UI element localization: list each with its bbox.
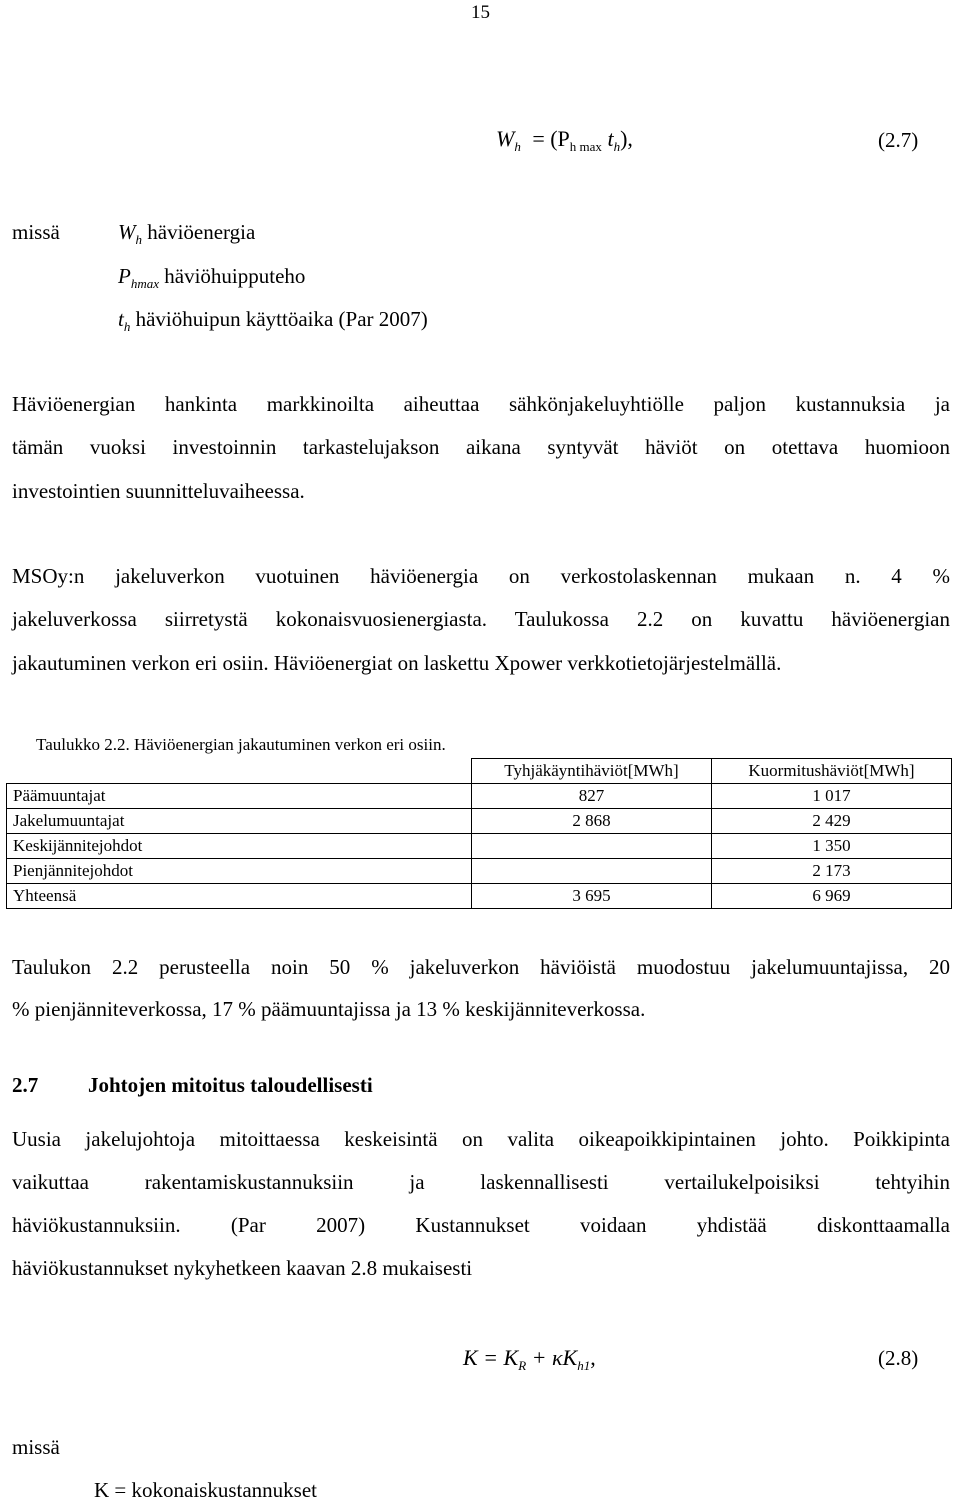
- table-cell: Päämuuntajat: [7, 784, 472, 809]
- paragraph-line: investointien suunnitteluvaiheessa.: [12, 479, 305, 503]
- table-header-cell: [7, 759, 472, 784]
- where-item: $P_{hmax}$ häviöhuipputeho: [118, 264, 306, 291]
- table-cell: Yhteensä: [7, 884, 472, 909]
- table-cell: [472, 859, 712, 884]
- page-number: 15: [471, 2, 490, 23]
- table-row: [7, 884, 952, 909]
- paragraph-line: Taulukon 2.2 perusteella noin 50 % jakeluverkon häviöistä muodostuu jakelumuuntajissa, 20: [12, 955, 950, 979]
- eq-text: K = K: [463, 1345, 519, 1370]
- eq-subscript: h1: [577, 1358, 591, 1373]
- table-header-cell: Kuormitushäviöt[MWh]: [712, 759, 952, 784]
- where-label: missä: [12, 1435, 60, 1459]
- paragraph-line: jakeluverkossa siirretystä kokonaisvuosienergiasta. Taulukossa 2.2 on kuvattu häviöenergian: [12, 607, 950, 631]
- equation-2-7: [496, 126, 633, 152]
- table-cell: 827: [472, 784, 712, 809]
- eq-text: = (P: [532, 126, 570, 151]
- table-row: [7, 859, 952, 884]
- table-cell: Keskijännitejohdot: [7, 834, 472, 859]
- equation-number: (2.8): [878, 1346, 919, 1370]
- eq-text: + κK: [526, 1345, 578, 1370]
- table-header-cell: Tyhjäkäyntihäviöt[MWh]: [472, 759, 712, 784]
- eq-text: t: [601, 126, 614, 151]
- table-cell: 2 429: [712, 809, 952, 834]
- paragraph-line: MSOy:n jakeluverkon vuotuinen häviöenergia on verkostolaskennan mukaan n. 4 %: [12, 564, 950, 588]
- table-caption: Taulukko 2.2. Häviöenergian jakautuminen verkon eri osiin.: [36, 735, 446, 754]
- paragraph-line: % pienjänniteverkossa, 17 % päämuuntajissa ja 13 % keskijänniteverkossa.: [12, 997, 646, 1021]
- table-header-row: [7, 759, 952, 784]
- eq-subscript: h: [514, 139, 521, 154]
- loss-table: [6, 758, 952, 909]
- eq-subscript: h: [613, 139, 621, 154]
- equation-number: (2.7): [878, 128, 919, 152]
- table-cell: 2 868: [472, 809, 712, 834]
- table-row: [7, 834, 952, 859]
- where-item: $t_h$ häviöhuipun käyttöaika (Par 2007): [118, 307, 428, 334]
- paragraph-line: vaikuttaa rakentamiskustannuksiin ja laskennallisesti vertailukelpoisiksi tehtyihin: [12, 1170, 950, 1194]
- table-cell: 1 350: [712, 834, 952, 859]
- paragraph-line: Uusia jakelujohtoja mitoittaessa keskeisintä on valita oikeapoikkipintainen johto. Poikkipinta: [12, 1127, 950, 1151]
- eq-text: ,: [590, 1345, 596, 1370]
- table-cell: Pienjännitejohdot: [7, 859, 472, 884]
- table-cell: Jakelumuuntajat: [7, 809, 472, 834]
- table-cell: 3 695: [472, 884, 712, 909]
- paragraph-line: Häviöenergian hankinta markkinoilta aiheuttaa sähkönjakeluyhtiölle paljon kustannuksia ja: [12, 392, 950, 416]
- eq-subscript: R: [518, 1358, 527, 1373]
- where-item: K = kokonaiskustannukset: [94, 1478, 317, 1502]
- eq-symbol: W: [496, 126, 515, 151]
- where-label: missä: [12, 220, 60, 244]
- table-row: [7, 809, 952, 834]
- eq-subscript: h max: [569, 139, 602, 154]
- paragraph-line: tämän vuoksi investoinnin tarkastelujakson aikana syntyvät häviöt on otettava huomioon: [12, 435, 950, 459]
- paragraph-line: jakautuminen verkon eri osiin. Häviöenergiat on laskettu Xpower verkkotietojärjestelmällä.: [12, 651, 782, 675]
- table-cell: 2 173: [712, 859, 952, 884]
- table-cell: 1 017: [712, 784, 952, 809]
- table-cell: [472, 834, 712, 859]
- table-row: [7, 784, 952, 809]
- paragraph-line: häviökustannuksiin. (Par 2007) Kustannukset voidaan yhdistää diskonttaamalla: [12, 1213, 950, 1237]
- section-title: Johtojen mitoitus taloudellisesti: [88, 1073, 373, 1097]
- where-item: $W_h$ häviöenergia: [118, 220, 256, 247]
- paragraph-line: häviökustannukset nykyhetkeen kaavan 2.8 mukaisesti: [12, 1256, 473, 1280]
- section-number: 2.7: [12, 1073, 39, 1097]
- eq-text: ),: [620, 126, 633, 151]
- table-cell: 6 969: [712, 884, 952, 909]
- equation-2-8: [463, 1345, 596, 1371]
